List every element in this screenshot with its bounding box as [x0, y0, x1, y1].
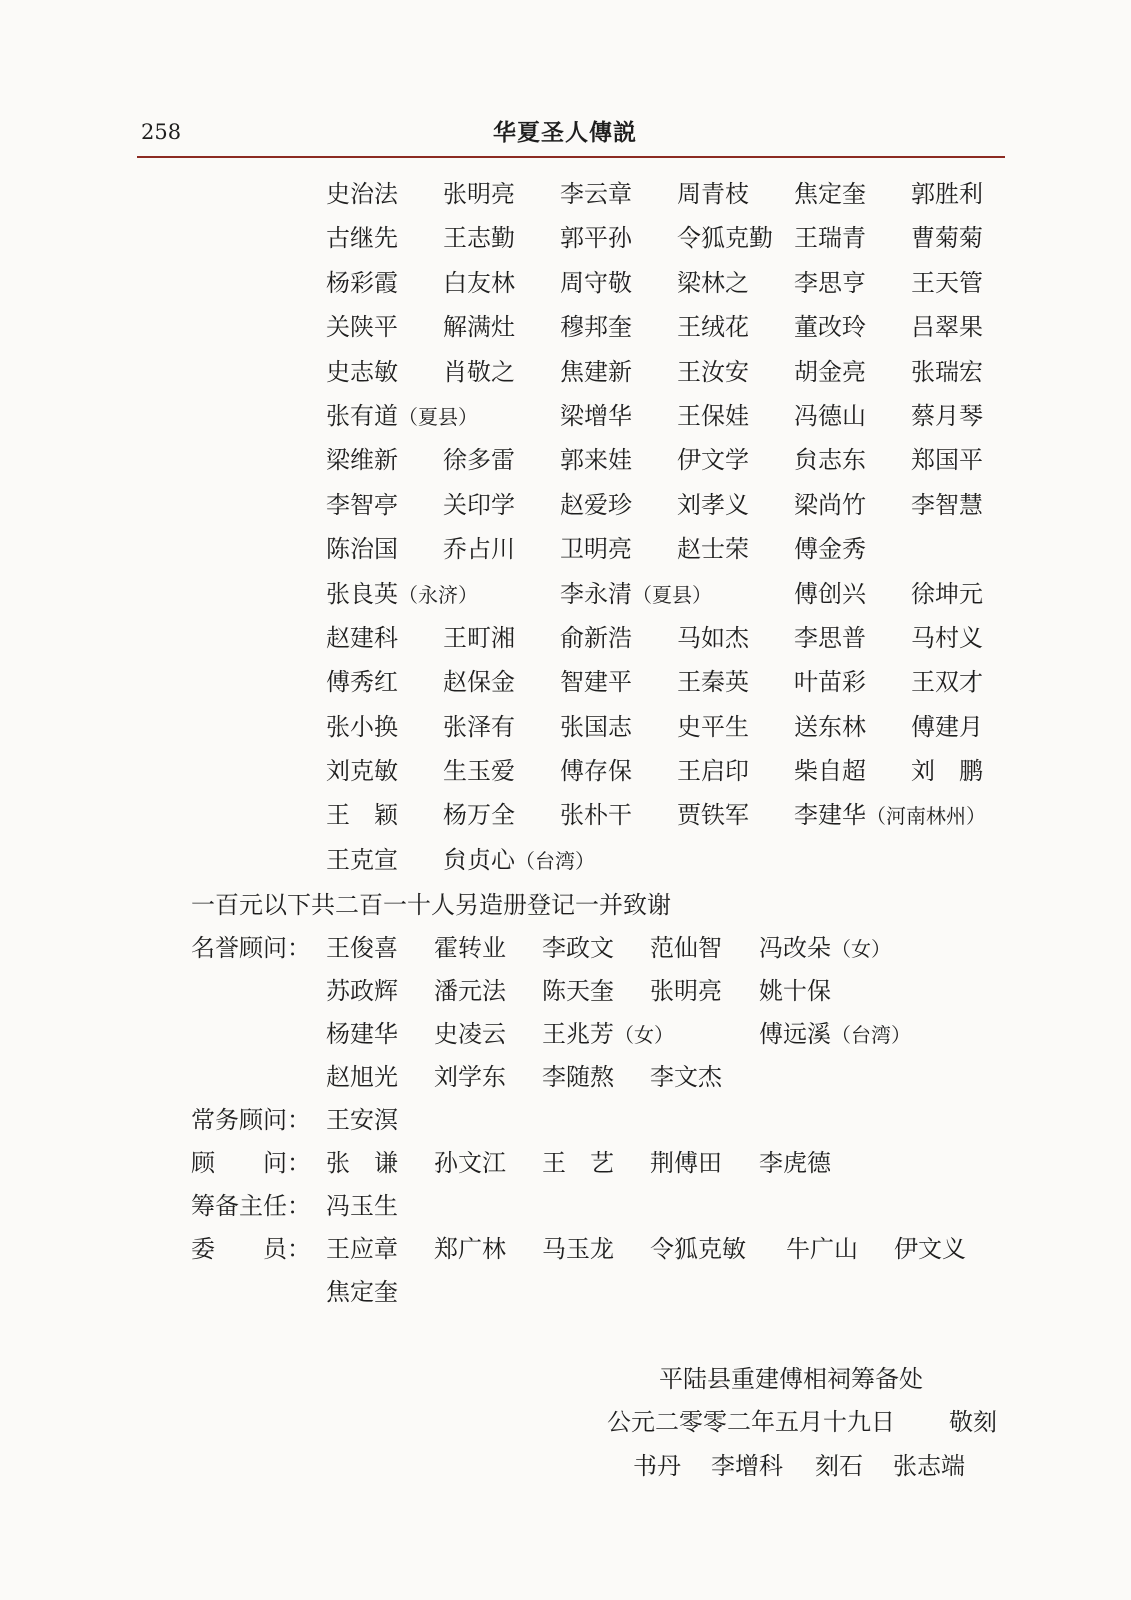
book-title: 华夏圣人傳説	[493, 119, 637, 146]
honorary-advisor-name: 苏政辉	[326, 977, 398, 1005]
donor-name: 周守敬	[560, 268, 632, 297]
donor-row	[326, 485, 1006, 529]
donor-name: 关陕平	[326, 313, 398, 342]
standing-advisor-name: 王安溟	[326, 1106, 398, 1134]
donor-name: 王 颖	[326, 801, 398, 830]
donor-row	[326, 574, 1006, 618]
committee-member-name: 郑广林	[434, 1235, 506, 1263]
committee-member-name: 令狐克敏	[650, 1235, 746, 1263]
advisor-name: 张 谦	[326, 1149, 398, 1177]
donor-row	[326, 218, 1006, 262]
honorary-advisor-name: 傅远溪（台湾）	[759, 1020, 911, 1048]
donor-name: 穆邦奎	[560, 313, 632, 342]
donor-name: 智建平	[560, 668, 632, 697]
donor-name: 杨彩霞	[326, 268, 398, 297]
honorary-advisor-name: 王俊喜	[326, 934, 398, 962]
donor-name: 乔占川	[443, 535, 515, 564]
donor-name: 徐坤元	[911, 579, 983, 608]
advisor-name: 孙文江	[434, 1149, 506, 1177]
donor-name: 李思普	[794, 623, 866, 652]
donor-name: 白友林	[443, 268, 515, 297]
honorary-advisor-name: 李政文	[542, 934, 614, 962]
honorary-advisor-name: 潘元法	[434, 977, 506, 1005]
donor-row	[326, 174, 1006, 218]
donor-name: 赵保金	[443, 668, 515, 697]
donor-name: 刘 鹏	[911, 757, 983, 786]
donor-name: 李云章	[560, 180, 632, 208]
donor-row	[326, 440, 1006, 484]
donor-name: 冯德山	[794, 401, 866, 430]
donor-name: 张明亮	[443, 180, 515, 208]
donor-name: 傅金秀	[794, 535, 866, 564]
director-name: 冯玉生	[326, 1192, 398, 1220]
donor-name: 李思亨	[794, 268, 866, 297]
donor-name: 杨万全	[443, 801, 515, 830]
donor-name: 郭来娃	[560, 446, 632, 475]
donor-name: 蔡月琴	[911, 401, 983, 430]
donor-row	[326, 396, 1006, 440]
standing-advisor-label: 常务顾问：	[191, 1106, 311, 1134]
donor-name: 吕翠果	[911, 313, 983, 342]
donor-name: 肖敬之	[443, 357, 515, 386]
honorary-advisor-name: 李随熬	[542, 1063, 614, 1091]
donor-name-list	[326, 174, 1006, 884]
donor-name: 俞新浩	[560, 623, 632, 652]
donor-name: 赵士荣	[677, 535, 749, 564]
carver-name: 张志端	[893, 1452, 965, 1480]
donor-name: 焦定奎	[794, 180, 866, 208]
donor-name: 梁增华	[560, 401, 632, 430]
donor-name: 贠贞心（台湾）	[443, 845, 595, 874]
donor-name: 关印学	[443, 490, 515, 519]
honorary-advisor-name: 霍转业	[434, 934, 506, 962]
signature-engraved: 敬刻	[949, 1408, 997, 1436]
committee-member-name: 伊文义	[894, 1235, 966, 1263]
donor-name: 王天管	[911, 268, 983, 297]
honorary-advisor-name: 陈天奎	[542, 977, 614, 1005]
header-rule	[137, 156, 1005, 158]
donor-row	[326, 707, 1006, 751]
donor-row	[326, 618, 1006, 662]
donor-row	[326, 751, 1006, 795]
calligrapher-name: 李增科	[711, 1452, 783, 1480]
donor-name: 刘孝义	[677, 490, 749, 519]
donor-name: 史平生	[677, 712, 749, 741]
donor-name: 赵建科	[326, 623, 398, 652]
donor-name: 古继先	[326, 224, 398, 253]
summary-line: 一百元以下共二百一十人另造册登记一并致谢	[191, 891, 671, 919]
committee-member-name: 焦定奎	[326, 1278, 398, 1306]
donor-name: 生玉爱	[443, 757, 515, 786]
honorary-advisor-name: 史凌云	[434, 1020, 506, 1048]
donor-row	[326, 662, 1006, 706]
committee-member-name: 牛广山	[786, 1235, 858, 1263]
donor-name: 贾铁军	[677, 801, 749, 830]
honorary-advisor-name: 杨建华	[326, 1020, 398, 1048]
donor-name: 令狐克勤	[677, 224, 773, 253]
donor-name: 张国志	[560, 712, 632, 741]
director-label: 筹备主任：	[191, 1192, 311, 1220]
advisors-label: 顾 问：	[191, 1149, 311, 1177]
donor-name: 梁林之	[677, 268, 749, 297]
advisor-name: 荆傅田	[650, 1149, 722, 1177]
donor-name: 曹菊菊	[911, 224, 983, 253]
committee-label: 委 员：	[191, 1235, 311, 1263]
advisor-name: 王 艺	[542, 1149, 614, 1177]
donor-name: 胡金亮	[794, 357, 866, 386]
honorary-advisor-name: 赵旭光	[326, 1063, 398, 1091]
donor-name: 张朴干	[560, 801, 632, 830]
donor-row	[326, 529, 1006, 573]
donor-name: 徐多雷	[443, 446, 515, 475]
donor-name: 郭平孙	[560, 224, 632, 253]
donor-name: 李智慧	[911, 490, 983, 519]
donor-name: 王双才	[911, 668, 983, 697]
donor-name: 贠志东	[794, 446, 866, 475]
donor-name: 王瑞青	[794, 224, 866, 253]
donor-name: 李永清（夏县）	[560, 579, 712, 608]
donor-row	[326, 307, 1006, 351]
donor-name: 焦建新	[560, 357, 632, 386]
donor-name: 陈治国	[326, 535, 398, 564]
donor-name: 王保娃	[677, 401, 749, 430]
honorary-advisor-name: 冯改朵（女）	[759, 934, 891, 962]
donor-name: 送东林	[794, 712, 866, 741]
donor-name: 梁维新	[326, 446, 398, 475]
donor-name: 傅建月	[911, 712, 983, 741]
donor-name: 张泽有	[443, 712, 515, 741]
donor-name: 梁尚竹	[794, 490, 866, 519]
donor-name: 史治法	[326, 180, 398, 208]
donor-name: 董改玲	[794, 313, 866, 342]
donor-row	[326, 840, 1006, 884]
honorary-advisor-name: 李文杰	[650, 1063, 722, 1091]
donor-name: 史志敏	[326, 357, 398, 386]
donor-name: 王汝安	[677, 357, 749, 386]
donor-name: 叶苗彩	[794, 668, 866, 697]
committee-member-name: 马玉龙	[542, 1235, 614, 1263]
honorary-advisor-name: 王兆芳（女）	[542, 1020, 674, 1048]
donor-name: 张瑞宏	[911, 357, 983, 386]
donor-name: 刘克敏	[326, 757, 398, 786]
advisor-name: 李虎德	[759, 1149, 831, 1177]
honorary-advisor-name: 姚十保	[759, 977, 831, 1005]
donor-name: 解满灶	[443, 313, 515, 342]
donor-name: 王克宣	[326, 845, 398, 874]
donor-row	[326, 352, 1006, 396]
donor-name: 周青枝	[677, 180, 749, 208]
donor-name: 卫明亮	[560, 535, 632, 564]
donor-name: 傅创兴	[794, 579, 866, 608]
donor-name: 王秦英	[677, 668, 749, 697]
donor-name: 王町湘	[443, 623, 515, 652]
signature-office: 平陆县重建傅相祠筹备处	[659, 1365, 923, 1393]
donor-name: 傅秀红	[326, 668, 398, 697]
donor-name: 郑国平	[911, 446, 983, 475]
donor-row	[326, 795, 1006, 839]
honorary-advisor-name: 范仙智	[650, 934, 722, 962]
committee-member-name: 王应章	[326, 1235, 398, 1263]
donor-name: 张良英（永济）	[326, 579, 478, 608]
honorary-advisors-label: 名誉顾问：	[191, 934, 311, 962]
donor-row	[326, 263, 1006, 307]
donor-name: 郭胜利	[911, 180, 983, 208]
donor-name: 王启印	[677, 757, 749, 786]
donor-name: 张有道（夏县）	[326, 401, 478, 430]
donor-name: 马村义	[911, 623, 983, 652]
donor-name: 伊文学	[677, 446, 749, 475]
donor-name: 李智亭	[326, 490, 398, 519]
page-number: 258	[141, 120, 182, 144]
donor-name: 王志勤	[443, 224, 515, 253]
donor-name: 傅存保	[560, 757, 632, 786]
carver-label: 刻石	[815, 1452, 863, 1480]
honorary-advisor-name: 刘学东	[434, 1063, 506, 1091]
donor-name: 王绒花	[677, 313, 749, 342]
honorary-advisor-name: 张明亮	[650, 977, 722, 1005]
donor-name: 马如杰	[677, 623, 749, 652]
donor-name: 柴自超	[794, 757, 866, 786]
donor-name: 李建华（河南林州）	[794, 801, 986, 830]
calligrapher-label: 书丹	[633, 1452, 681, 1480]
donor-name: 张小换	[326, 712, 398, 741]
donor-name: 赵爱珍	[560, 490, 632, 519]
signature-date: 公元二零零二年五月十九日	[607, 1408, 895, 1436]
